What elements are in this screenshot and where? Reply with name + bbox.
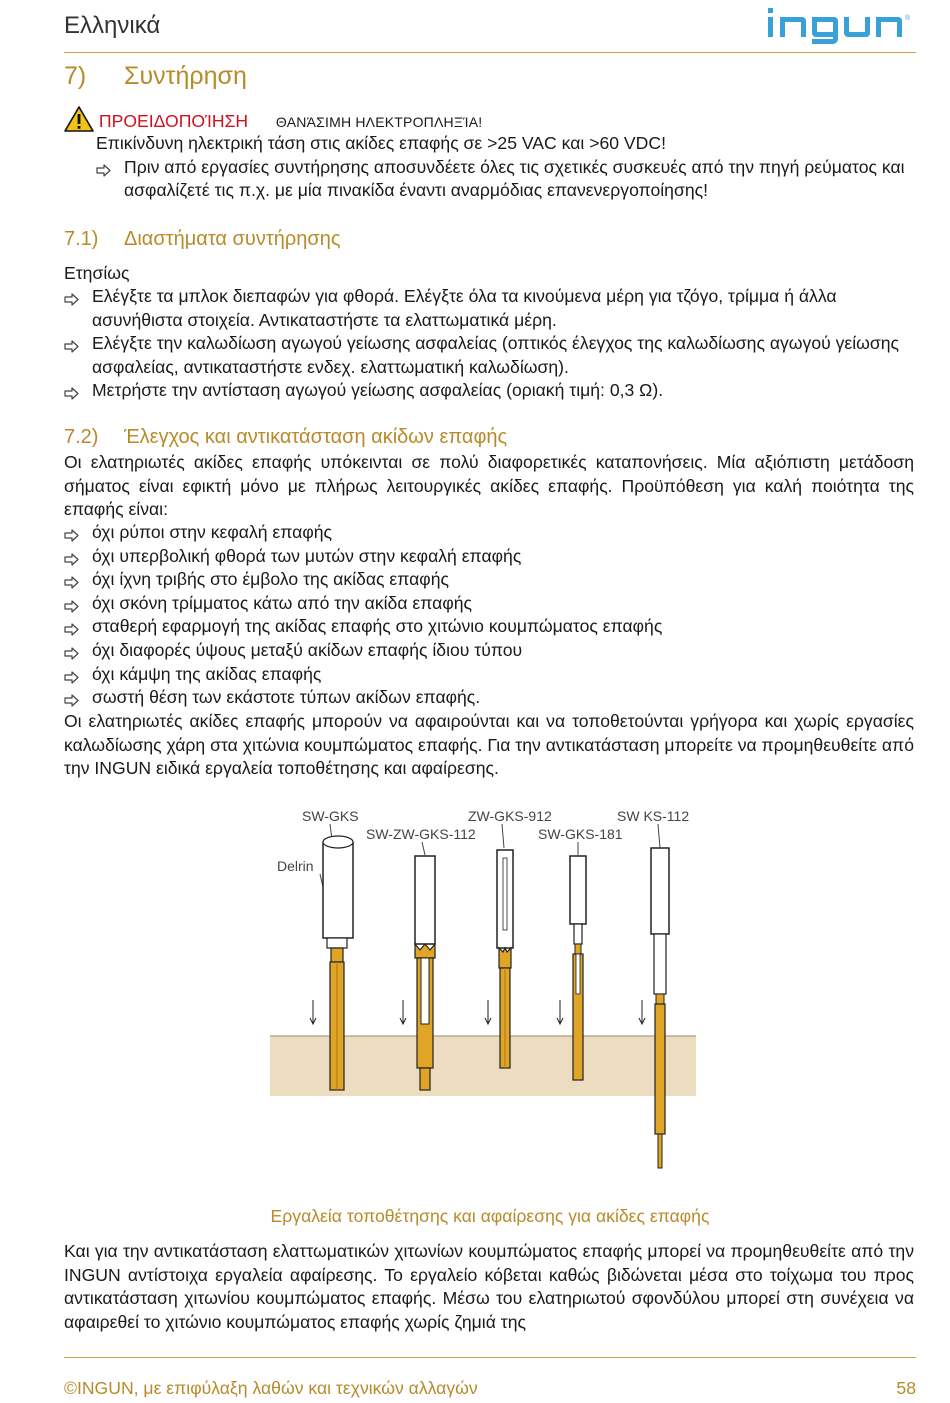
closing-paragraph: Και για την αντικατάσταση ελαττωματικών χιτωνίων κουμπώματος επαφής μπορεί να προμηθευθείτε από την INGUN αντίστοιχα εργαλεία αφαίρεσης. Το εργαλείο κόβεται καθώς βιδώνεται μέσα στο τοίχωμα του προς αντικατάσταση χιτωνίου κουμπώματος επαφής. Μέσω του ελατηριωτού σφονδύλου μπορεί στη συνέχεια να αφαιρεθεί το χιτώνιο κουμπώματος επαφής χωρίς ζημιά της <box>64 1241 914 1332</box>
list-item-text: όχι ίχνη τριβής στο έμβολο της ακίδας επαφής <box>92 569 449 590</box>
section-heading <box>64 62 247 91</box>
figure-caption: Εργαλεία τοποθέτησης και αφαίρεσης για ακίδες επαφής <box>270 1206 710 1226</box>
list-item-text: Ελέγξτε τα μπλοκ διεπαφών για φθορά. Ελέγξτε όλα τα κινούμενα μέρη για τζόγο, τρίμμα ή άλλα ασυνήθιστα στοιχεία. Αντικαταστήστε τα ελαττωματικά μέρη. <box>92 286 837 330</box>
list-item <box>64 592 914 616</box>
svg-text:ingun: ingun <box>764 4 767 5</box>
warning-triangle-icon <box>64 106 94 132</box>
warning-action-text: Πριν από εργασίες συντήρησης αποσυνδέετε όλες τις σχετικές συσκευές από την πηγή ρεύματος και ασφαλίζετέ τις π.χ. με μία πινακίδα έναντι αναρμόδιας επανενεργοποίησης! <box>124 156 905 201</box>
list-item <box>64 545 914 569</box>
arrow-right-icon <box>64 289 79 313</box>
list-item <box>64 639 914 663</box>
section-number: 7) <box>64 62 87 90</box>
list-item <box>64 521 914 545</box>
warning-body <box>96 132 916 203</box>
ingun-logo <box>764 4 920 49</box>
maintenance-list <box>64 285 914 403</box>
footer-rule <box>64 1357 916 1358</box>
list-item <box>64 568 914 592</box>
list-item-text: Ελέγξτε την καλωδίωση αγωγού γείωσης ασφαλείας (οπτικός έλεγχος της καλωδίωσης αγωγού γείωσης ασφαλείας, αντικαταστήστε ενδεχ. ελαττωματική καλωδίωση). <box>92 333 900 377</box>
warning-header <box>64 106 482 130</box>
list-item <box>64 615 914 639</box>
list-item <box>64 332 914 379</box>
tool-sw-ks-112 <box>639 848 669 1168</box>
list-item-text: όχι σκόνη τρίμματος κάτω από την ακίδα επαφής <box>92 592 472 613</box>
leader-sw-zw <box>422 842 425 855</box>
leader-sw-ks <box>658 824 660 848</box>
subsection-2-intro: Οι ελατηριωτές ακίδες επαφής υπόκεινται σε πολύ διαφορετικές καταπονήσεις. Μία αξιόπιστη μετάδοση σήματος είναι εφικτή μόνο με πλήρως λειτουργικές ακίδες επαφής. Προϋπόθεση για καλή ποιότητα της επαφής είναι: <box>64 452 914 520</box>
label-zw-gks-912: ZW-GKS-912 <box>468 808 552 824</box>
list-item-text: Μετρήστε την αντίσταση αγωγού γείωσης ασφαλείας (οριακή τιμή: 0,3 Ω). <box>92 380 664 401</box>
label-sw-gks: SW-GKS <box>302 808 359 824</box>
subsection-2-after: Οι ελατηριωτές ακίδες επαφής μπορούν να αφαιρούνται και να τοποθετούνται γρήγορα και χωρίς εργασίες καλωδίωσης χάρη στα χιτώνια κουμπώματος επαφής. Για την αντικατάσταση μπορείτε να προμηθευθείτε από την INGUN ειδικά εργαλεία τοποθέτησης και αφαίρεσης. <box>64 711 914 779</box>
header-rule <box>64 52 916 53</box>
footer-copyright: ©INGUN, με επιφύλαξη λαθών και τεχνικών αλλαγών <box>64 1378 478 1398</box>
interval-label: Ετησίως <box>64 263 130 283</box>
subsection-2-title: Έλεγχος και αντικατάσταση ακίδων επαφής <box>124 426 508 448</box>
label-delrin: Delrin <box>277 858 314 874</box>
list-item <box>64 686 914 710</box>
list-item-text: σταθερή εφαρμογή της ακίδας επαφής στο χιτώνιο κουμπώματος επαφής <box>92 616 663 637</box>
language-label: Ελληνικά <box>64 12 161 39</box>
leader-zw-912 <box>502 824 504 848</box>
list-item <box>64 663 914 687</box>
subsection-1-number: 7.1) <box>64 228 99 250</box>
subsection-1-heading <box>64 228 340 251</box>
list-item-text: όχι διαφορές ύψους μεταξύ ακίδων επαφής ίδιου τύπου <box>92 639 523 660</box>
list-item-text: όχι κάμψη της ακίδας επαφής <box>92 663 322 684</box>
subsection-1-title: Διαστήματα συντήρησης <box>124 228 341 250</box>
tools-illustration <box>270 800 710 1195</box>
list-item-text: σωστή θέση των εκάστοτε τύπων ακίδων επαφής. <box>92 687 481 708</box>
warning-signal-word: ΠΡΟΕΙΔΟΠΟΊΗΣΗ <box>98 111 249 131</box>
tools-figure <box>270 800 710 1195</box>
label-sw-ks-112: SW KS-112 <box>617 808 690 824</box>
page-number: 58 <box>896 1378 916 1398</box>
section-title: Συντήρηση <box>124 62 247 90</box>
arrow-right-icon <box>64 383 79 407</box>
tool-zw-gks-912 <box>485 850 513 1068</box>
arrow-right-icon <box>96 160 111 184</box>
subsection-2-number: 7.2) <box>64 426 99 448</box>
warning-line: Επικίνδυνη ηλεκτρική τάση στις ακίδες επαφής σε >25 VAC και >60 VDC! <box>96 133 666 153</box>
svg-text:®: ® <box>905 15 911 22</box>
ingun-logo-icon <box>764 4 920 44</box>
warning-hazard: ΘΑΝΆΣΙΜΗ ΗΛΕΚΤΡΟΠΛΗΞΊΑ! <box>275 114 483 130</box>
warning-action <box>96 156 916 203</box>
list-item <box>64 379 914 403</box>
arrow-right-icon <box>64 336 79 360</box>
conditions-list <box>64 521 914 710</box>
list-item <box>64 285 914 332</box>
label-sw-gks-181: SW-GKS-181 <box>538 826 623 842</box>
list-item-text: όχι υπερβολική φθορά των μυτών στην κεφαλή επαφής <box>92 545 522 566</box>
list-item-text: όχι ρύποι στην κεφαλή επαφής <box>92 522 332 542</box>
label-sw-zw-gks-112: SW-ZW-GKS-112 <box>366 826 476 842</box>
subsection-2-heading <box>64 426 507 449</box>
